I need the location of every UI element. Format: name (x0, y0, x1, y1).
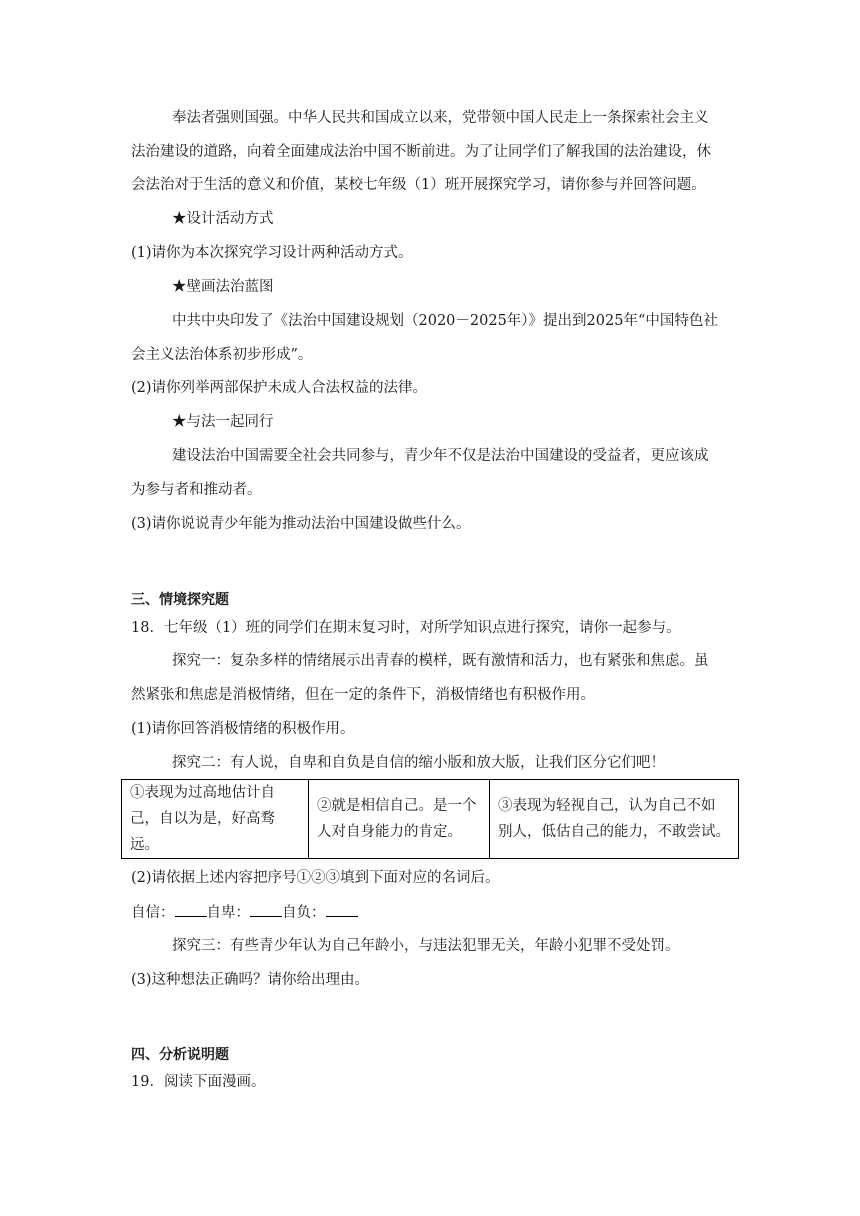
table-cell (309, 780, 490, 859)
cell-line: ③表现为轻视自己，认为自己不如 (498, 798, 716, 814)
together-text: 为参与者和推动者。 (131, 482, 262, 498)
comparison-table (121, 779, 739, 859)
answer-blank[interactable] (250, 902, 282, 917)
blueprint-text: 会主义法治体系初步形成”。 (131, 347, 313, 363)
blueprint-text: 中共中央印发了《法治中国建设规划（2020－2025年）》提出到2025年“中国特色社 (172, 313, 718, 329)
fill-label-arrogance: 自负： (282, 905, 326, 921)
cell-line: ①表现为过高地估计自 (130, 785, 275, 801)
part3-heading: 三、情境探究题 (131, 592, 229, 608)
fill-label-confidence: 自信： (131, 905, 175, 921)
explore-1-text: 探究一：复杂多样的情绪展示出青春的模样，既有激情和活力，也有紧张和焦虑。虽 (172, 653, 709, 669)
cell-line: 人对自身能力的肯定。 (317, 824, 462, 840)
intro-line: 法治建设的道路，向着全面建成法治中国不断前进。为了让同学们了解我国的法治建设，休 (131, 144, 711, 160)
question-19: 19．阅读下面漫画。 (131, 1074, 266, 1090)
answer-blank[interactable] (326, 902, 358, 917)
part4-heading: 四、分析说明题 (131, 1047, 229, 1063)
question-3: (3)请你说说青少年能为推动法治中国建设做些什么。 (131, 516, 471, 532)
intro-line: 奉法者强则国强。中华人民共和国成立以来，党带领中国人民走上一条探索社会主义 (172, 110, 709, 126)
section-title-together: ★与法一起同行 (172, 414, 274, 430)
fill-label-inferiority: 自卑： (206, 905, 250, 921)
cell-line: ②就是相信自己。是一个 (317, 798, 477, 814)
table-row (122, 780, 739, 859)
question-18: 18．七年级（1）班的同学们在期末复习时，对所学知识点进行探究，请你一起参与。 (131, 620, 681, 636)
fill-in-line (131, 902, 358, 923)
explore-2-text: 探究二：有人说，自卑和自负是自信的缩小版和放大版，让我们区分它们吧！ (172, 755, 665, 771)
question-18-2: (2)请依据上述内容把序号①②③填到下面对应的名词后。 (131, 870, 500, 886)
together-text: 建设法治中国需要全社会共同参与，青少年不仅是法治中国建设的受益者，更应该成 (172, 448, 709, 464)
intro-line: 会法治对于生活的意义和价值，某校七年级（1）班开展探究学习，请你参与并回答问题。 (131, 177, 706, 193)
question-18-1: (1)请你回答消极情绪的积极作用。 (131, 721, 355, 737)
cell-line: 别人，低估自己的能力，不敢尝试。 (498, 824, 730, 840)
question-2: (2)请你列举两部保护未成人合法权益的法律。 (131, 380, 428, 396)
question-1: (1)请你为本次探究学习设计两种活动方式。 (131, 245, 413, 261)
table-cell (122, 780, 309, 859)
table-cell (490, 780, 739, 859)
section-title-blueprint: ★壁画法治蓝图 (172, 279, 274, 295)
question-18-3: (3)这种想法正确吗？请你给出理由。 (131, 972, 370, 988)
explore-1-text: 然紧张和焦虑是消极情绪，但在一定的条件下，消极情绪也有积极作用。 (131, 687, 595, 703)
section-title-design: ★设计活动方式 (172, 211, 274, 227)
explore-3-text: 探究三：有些青少年认为自己年龄小，与违法犯罪无关，年龄小犯罪不受处罚。 (172, 938, 680, 954)
answer-blank[interactable] (175, 902, 207, 917)
cell-line: 己，自以为是，好高骛远。 (130, 811, 275, 853)
